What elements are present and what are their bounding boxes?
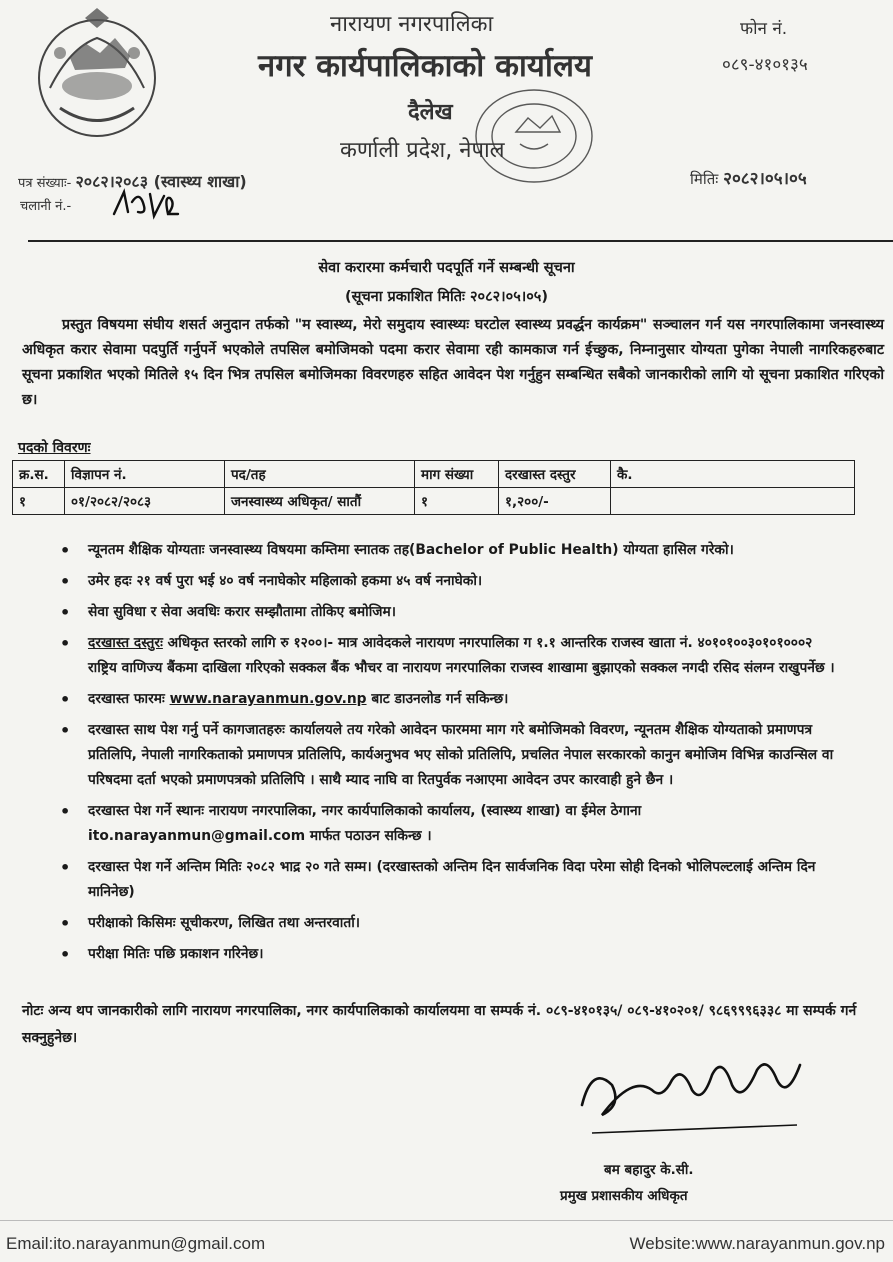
cell-remarks xyxy=(611,488,855,515)
col-remarks: कै. xyxy=(611,461,855,488)
phone-number: ०८९-४१०१३५ xyxy=(722,55,808,75)
nepal-emblem-icon xyxy=(30,8,165,143)
header-municipality: नारायण नगरपालिका xyxy=(330,12,494,37)
dispatch-number-label: चलानी नं.- xyxy=(20,199,72,214)
list-item: • दरखास्त फारमः www.narayanmun.gov.np बाट डाउनलोड गर्न सकिन्छ। xyxy=(60,687,840,712)
header-district: दैलेख xyxy=(408,100,453,125)
col-fee: दरखास्त दस्तुर xyxy=(499,461,611,488)
header-province: कर्णाली प्रदेश, नेपाल xyxy=(340,138,505,163)
list-item: • परीक्षा मितिः पछि प्रकाशन गरिनेछ। xyxy=(60,942,840,967)
posts-header-row xyxy=(13,461,855,488)
notice-title: सेवा करारमा कर्मचारी पदपूर्ति गर्ने सम्बन्धी सूचना xyxy=(318,260,575,276)
list-item: • परीक्षाको किसिमः सूचीकरण, लिखित तथा अन्तरवार्ता। xyxy=(60,911,840,936)
list-item: • दरखास्त पेश गर्ने स्थानः नारायण नगरपालिका, नगर कार्यपालिकाको कार्यालय, (स्वास्थ्य शाखा) वा ईमेल ठेगाना ito.narayanmun@gmail.com मार्फत पठाउन सकिन्छ । xyxy=(60,799,840,849)
cell-sn: १ xyxy=(13,488,65,515)
list-item: • दरखास्त साथ पेश गर्नु पर्ने कागजातहरुः कार्यालयले तय गरेको आवेदन फारममा माग गरे बमोजिमको विवरण, न्यूनतम शैक्षिक योग्यताको प्रमाणपत्र प्रतिलिपि, नेपाली नागरिकताको प्रमाणपत्र प्रतिलिपि, कार्यअनुभव भए सोको प्रतिलिपि, प्रचलित नेपाल सरकारको कानुन बमोजिम विभिन्न काउन्सिल वा परिषदमा दर्ता भएको प्रमाणपत्रको प्रतिलिपि । साथै म्याद नाघि वा रितपुर्वक नआएमा आवेदन उपर कारवाही हुने छैन । xyxy=(60,718,840,793)
letter-number-label: पत्र संख्याः- xyxy=(18,176,72,191)
date-value: २०८२।०५।०५ xyxy=(723,169,807,189)
col-demand: माग संख्या xyxy=(415,461,499,488)
col-post: पद/तह xyxy=(225,461,415,488)
cell-demand: १ xyxy=(415,488,499,515)
footer-website[interactable]: Website:www.narayanmun.gov.np xyxy=(629,1234,885,1253)
notice-subtitle: (सूचना प्रकाशित मितिः २०८२।०५।०५) xyxy=(345,289,548,305)
col-sn: क्र.स. xyxy=(13,461,65,488)
cell-fee: १,२००/- xyxy=(499,488,611,515)
posts-table xyxy=(12,460,855,515)
list-item: • उमेर हदः २१ वर्ष पुरा भई ४० वर्ष ननाघेकोर महिलाको हकमा ४५ वर्ष ननाघेको। xyxy=(60,569,840,594)
posts-label: पदको विवरणः xyxy=(18,440,91,456)
office-seal-stamp xyxy=(468,82,600,190)
footer-divider xyxy=(0,1220,893,1221)
requirements-list xyxy=(60,538,840,973)
date xyxy=(690,166,807,189)
col-ad-no: विज्ञापन नं. xyxy=(65,461,225,488)
dispatch-number-handwritten xyxy=(110,184,182,224)
notice-intro: प्रस्तुत विषयमा संघीय शसर्त अनुदान तर्फको "म स्वास्थ्य, मेरो समुदाय स्वास्थ्यः घरटोल स्वास्थ्य प्रवर्द्धन कार्यक्रम" सञ्चालन गर्न यस नगरपालिकामा जनस्वास्थ्य अधिकृत करार सेवामा पदपुर्ति गर्नुपर्ने भएकोले तपसिल बमोजिमको पदमा करार सेवामा रही कामकाज गर्न ईच्छुक, निम्नानुसार योग्यता पुगेका नेपाली नागरिकहरुबाट सूचना प्रकाशित भएको मितिले १५ दिन भित्र तपसिल बमोजिमका विवरणहरु सहित आवेदन पेश गर्नुहुन सम्बन्धित सबैको जानकारीको लागि यो सूचना प्रकाशित गरिएको छ। xyxy=(22,317,884,408)
signatory-name: बम बहादुर के.सी. xyxy=(604,1162,694,1178)
list-item: • दरखास्त पेश गर्ने अन्तिम मितिः २०८२ भाद्र २० गते सम्म। (दरखास्तको अन्तिम दिन सार्वजनिक विदा परेमा सोही दिनको भोलिपल्टलाई अन्तिम दिन मानिनेछ) xyxy=(60,855,840,905)
list-item: • सेवा सुविधा र सेवा अवधिः करार सम्झौतामा तोकिए बमोजिम। xyxy=(60,600,840,625)
header-office: नगर कार्यपालिकाको कार्यालय xyxy=(258,48,592,84)
cell-ad-no: ०१/२०८२/२०८३ xyxy=(65,488,225,515)
footer-email[interactable]: Email:ito.narayanmun@gmail.com xyxy=(6,1234,266,1253)
cell-post: जनस्वास्थ्य अधिकृत/ सातौं xyxy=(225,488,415,515)
date-label: मितिः xyxy=(690,170,719,188)
website-link[interactable]: www.narayanmun.gov.np xyxy=(169,691,367,707)
signatory-title: प्रमुख प्रशासकीय अधिकृत xyxy=(560,1188,688,1204)
table-row xyxy=(13,488,855,515)
phone-label: फोन नं. xyxy=(740,19,788,39)
header-divider xyxy=(28,240,893,242)
list-item: • दरखास्त दस्तुरः अधिकृत स्तरको लागि रु १२००।- मात्र आवेदकले नारायण नगरपालिका ग १.१ आन्तरिक राजस्व खाता नं. ४०१०१००३०१०१०००२ राष्ट्रिय वाणिज्य बैंकमा दाखिला गरिएको सक्कल बैंक भौचर वा नारायण नगरपालिका राजस्व शाखामा बुझाएको सक्कल नगदी रसिद संलग्न राखुपर्नेछ । xyxy=(60,631,840,681)
fee-label: दरखास्त दस्तुरः xyxy=(88,635,163,651)
list-item: • न्यूनतम शैक्षिक योग्यताः जनस्वास्थ्य विषयमा कम्तिमा स्नातक तह(Bachelor of Public Health) योग्यता हासिल गरेको। xyxy=(60,538,840,563)
letter-number-value: २०८२।२०८३ (स्वास्थ्य शाखा) xyxy=(75,172,247,191)
officer-signature xyxy=(572,1045,812,1145)
contact-note: नोटः अन्य थप जानकारीको लागि नारायण नगरपालिका, नगर कार्यपालिकाको कार्यालयमा वा सम्पर्क नं. ०८९-४१०१३५/ ०८९-४१०२०१/ ९८६९९९६३३८ मा सम्पर्क गर्न सक्नुहुनेछ। xyxy=(22,1003,857,1046)
